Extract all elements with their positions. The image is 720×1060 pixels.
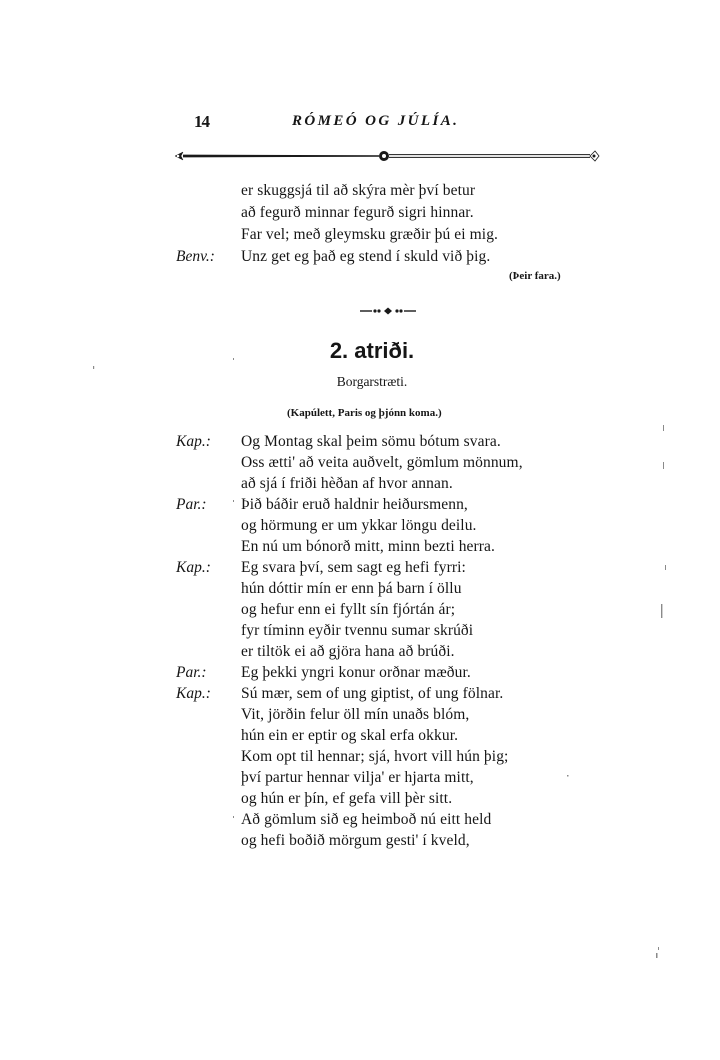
scene-setting: Borgarstræti. — [336, 374, 408, 389]
verse-line: Kom opt til hennar; sjá, hvort vill hún þig; — [241, 748, 509, 765]
verse-line: og hörmung er um ykkar löngu deilu. — [241, 517, 477, 534]
speaker-label: Benv.: — [176, 248, 215, 265]
verse-line: Að gömlum sið eg heimboð nú eitt held — [241, 811, 492, 828]
section-divider-ornament — [358, 306, 418, 316]
verse-line: og hefi boðið mörgum gesti' í kveld, — [241, 832, 470, 849]
speaker-label: Kap.: — [176, 559, 211, 576]
verse-line: Far vel; með gleymsku græðir þú ei mig. — [241, 226, 499, 243]
verse-line: Vit, jörðin felur öll mín unaðs blóm, — [241, 706, 470, 723]
verse-line: Unz get eg það eg stend í skuld við þig. — [241, 248, 491, 265]
verse-line: Eg svara því, sem sagt eg hefi fyrri: — [241, 559, 466, 576]
verse-line: Og Montag skal þeim sömu bótum svara. — [241, 433, 501, 450]
verse-line: fyr tíminn eyðir tvennu sumar skrúði — [241, 622, 474, 639]
verse-line: því partur hennar vilja' er hjarta mitt, — [241, 769, 474, 786]
speaker-label: Kap.: — [176, 685, 211, 702]
verse-line: Sú mær, sem of ung giptist, of ung fölnar. — [241, 685, 504, 702]
speaker-label: Par.: — [176, 496, 207, 513]
verse-line: Oss ætti' að veita auðvelt, gömlum mönnum, — [241, 454, 523, 471]
verse-line: að sjá í friði hèðan af hvor annan. — [241, 475, 453, 492]
verse-line: er tiltök ei að gjöra hana að brúði. — [241, 643, 455, 660]
verse-line: En nú um bónorð mitt, minn bezti herra. — [241, 538, 496, 555]
stage-direction-exit: (Þeir fara.) — [509, 270, 561, 282]
page-number: 14 — [194, 112, 209, 131]
verse-line: að fegurð minnar fegurð sigri hinnar. — [241, 204, 474, 221]
speaker-label: Par.: — [176, 664, 207, 681]
verse-line: hún dóttir mín er enn þá barn í öllu — [241, 580, 462, 597]
verse-line: Þið báðir eruð haldnir heiðursmenn, — [241, 496, 468, 513]
scene-heading: 2. atriði. — [329, 338, 415, 363]
speaker-label: Kap.: — [176, 433, 211, 450]
verse-line: er skuggsjá til að skýra mèr því betur — [241, 182, 476, 199]
running-title: RÓMEÓ OG JÚLÍA. — [292, 113, 460, 129]
verse-line: og hún er þín, ef gefa vill þèr sitt. — [241, 790, 453, 807]
stage-direction-enter: (Kapúlett, Paris og þjónn koma.) — [287, 407, 442, 419]
header-rule-ornament — [174, 146, 600, 166]
verse-line: hún ein er eptir og skal erfa okkur. — [241, 727, 459, 744]
verse-line: og hefur enn ei fyllt sín fjórtán ár; — [241, 601, 456, 618]
verse-line: Eg þekki yngri konur orðnar mæður. — [241, 664, 471, 681]
